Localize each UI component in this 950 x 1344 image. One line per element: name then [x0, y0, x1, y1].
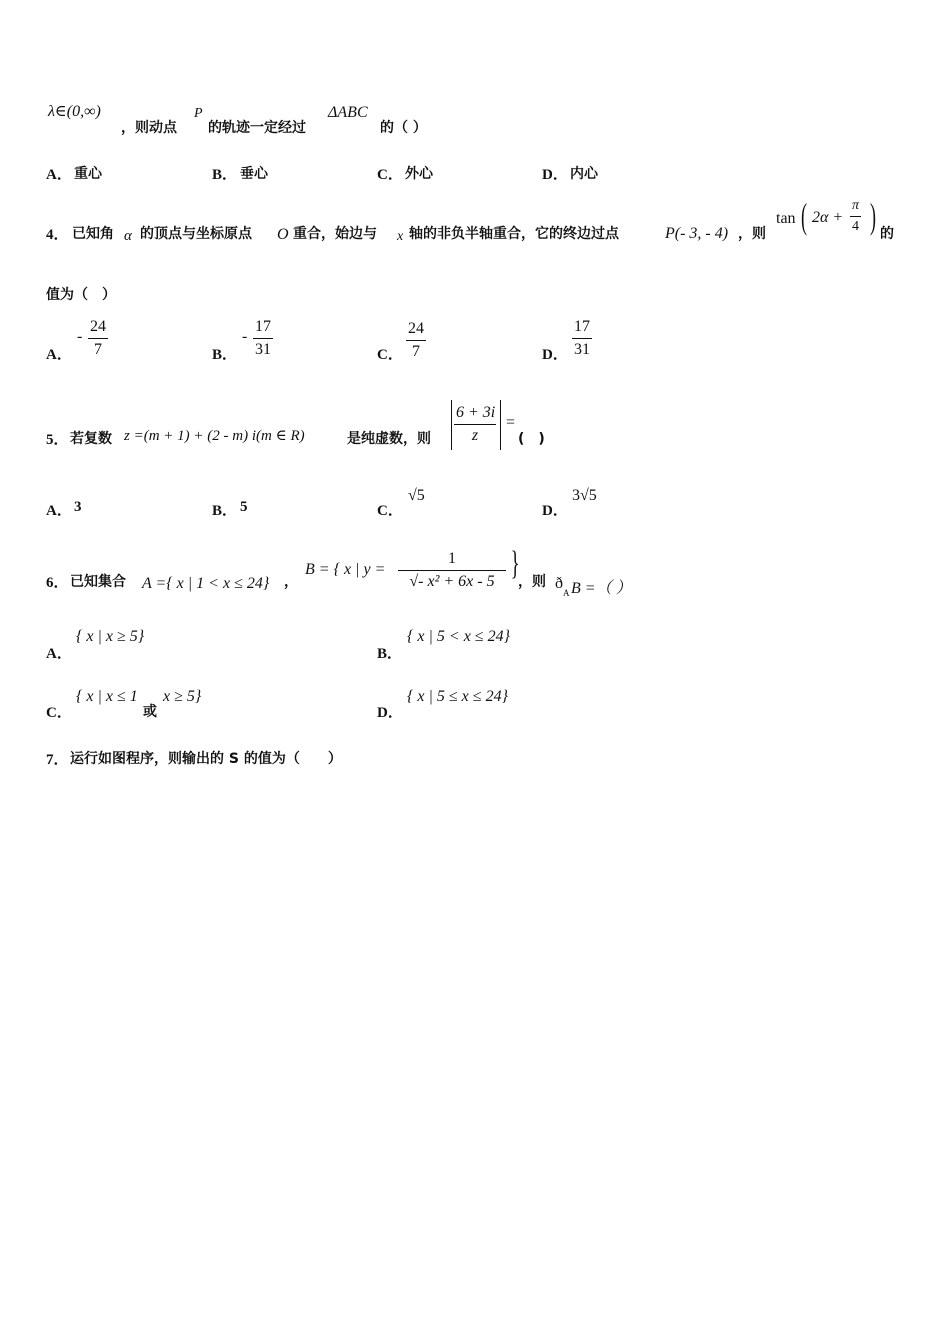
q5-option-b: 5 — [240, 499, 248, 515]
set-b-right: } — [510, 545, 520, 582]
q6-option-a-letter: A． — [46, 646, 72, 662]
point-p: P — [194, 106, 203, 121]
set-b-left: B = { x | y = — [305, 561, 386, 578]
q4-text-1: 已知角 — [72, 226, 114, 242]
q6-option-c-tail: x ≥ 5} — [163, 688, 202, 705]
q5-option-a: 3 — [74, 499, 82, 515]
q4-option-a-letter: A． — [46, 347, 72, 363]
q4-option-a-den: 7 — [94, 341, 102, 358]
q5-den: z — [471, 427, 479, 444]
q3-option-c-letter: C． — [377, 167, 403, 183]
q4-option-b-den: 31 — [255, 341, 271, 358]
q3-text-3: 的（ ） — [380, 120, 427, 136]
q6-text-1: 已知集合 — [70, 574, 126, 590]
q5-text-2: 是纯虚数，则 — [347, 431, 431, 447]
x-var: x — [397, 229, 404, 244]
q6-text-2: ，则 — [518, 574, 546, 590]
q3-option-d: 内心 — [570, 166, 598, 182]
complement-sub: A — [563, 588, 570, 598]
q4-option-d-den: 31 — [574, 341, 590, 358]
q4-text-6: 的 — [880, 226, 894, 242]
q4-option-b-num: 17 — [253, 316, 273, 339]
q6-number: 6． — [46, 575, 69, 591]
q6-option-c-or: 或 — [143, 704, 157, 720]
q4-option-d-num: 17 — [572, 316, 592, 339]
q6-option-c: { x | x ≤ 1 — [76, 688, 138, 705]
complex-z-expr: z =(m + 1) + (2 - m) i(m ∈ R) — [124, 428, 305, 444]
q4-option-c-num: 24 — [406, 318, 426, 341]
q5-text-3: ( ) — [518, 431, 545, 447]
q3-option-b: 垂心 — [240, 166, 268, 182]
set-b-den: √- x² + 6x - 5 — [409, 573, 495, 590]
pi-num: π — [850, 196, 861, 217]
q3-option-a: 重心 — [74, 166, 102, 182]
q3-text-2: 的轨迹一定经过 — [208, 120, 306, 136]
q6-option-b-letter: B． — [377, 646, 403, 662]
complement-symbol: ð — [555, 575, 563, 592]
q6-text-3: B =（ ） — [571, 580, 632, 597]
q4-option-c-den: 7 — [412, 343, 420, 360]
q5-text-1: 若复数 — [70, 431, 112, 447]
left-paren: ( — [801, 196, 807, 236]
q4-option-d-letter: D． — [542, 347, 568, 363]
pi-over-4 — [850, 196, 861, 237]
q4-option-a-num: 24 — [88, 316, 108, 339]
q4-option-b-letter: B． — [212, 347, 238, 363]
q4-number: 4． — [46, 227, 69, 243]
q4-option-c-frac — [406, 318, 426, 363]
set-b-num: 1 — [398, 548, 506, 571]
q4-option-a-frac — [88, 316, 108, 361]
q6-option-d: { x | 5 ≤ x ≤ 24} — [407, 688, 508, 705]
q3-option-c: 外心 — [405, 166, 433, 182]
q5-option-d-letter: D． — [542, 503, 568, 519]
q4-option-a-sign: - — [77, 328, 83, 345]
q5-option-b-letter: B． — [212, 503, 238, 519]
q7-number: 7． — [46, 752, 69, 768]
right-paren: ) — [870, 196, 876, 236]
q3-option-a-letter: A． — [46, 167, 72, 183]
q4-option-d-frac — [572, 316, 592, 361]
alpha: α — [124, 228, 132, 244]
q5-number: 5． — [46, 432, 69, 448]
q6-option-c-letter: C． — [46, 705, 72, 721]
q5-option-a-letter: A． — [46, 503, 72, 519]
tan-inner: 2α + — [812, 209, 844, 226]
set-a: A ={ x | 1 < x ≤ 24} — [142, 575, 270, 592]
q5-option-c-letter: C． — [377, 503, 403, 519]
q6-option-a: { x | x ≥ 5} — [76, 628, 145, 645]
q6-comma: ， — [284, 574, 298, 590]
q5-num: 6 + 3i — [454, 402, 496, 425]
q5-option-d: 3√5 — [572, 487, 597, 504]
q6-option-b: { x | 5 < x ≤ 24} — [407, 628, 510, 645]
q3-text-1: ，则动点 — [121, 120, 177, 136]
q4-option-c-letter: C． — [377, 347, 403, 363]
q4-text-5: ，则 — [738, 226, 766, 242]
q4-option-b-frac — [253, 316, 273, 361]
triangle-abc: ΔABC — [328, 104, 368, 121]
set-b-fraction — [398, 548, 506, 593]
q4-text-3: 重合，始边与 — [293, 226, 377, 242]
q4-text-4: 轴的非负半轴重合，它的终边过点 — [409, 226, 619, 242]
q5-equals: = — [506, 414, 516, 431]
q3-option-d-letter: D． — [542, 167, 568, 183]
q4-text-2: 的顶点与坐标原点 — [140, 226, 252, 242]
q6-option-d-letter: D． — [377, 705, 403, 721]
four-den: 4 — [852, 219, 859, 234]
point-p-coords: P(- 3, - 4) — [665, 225, 729, 242]
q4-option-b-sign: - — [242, 328, 248, 345]
q5-fraction — [454, 402, 496, 447]
tan-fn: tan — [776, 210, 796, 227]
q3-option-b-letter: B． — [212, 167, 238, 183]
q5-option-c: √5 — [408, 487, 425, 504]
q4-text-7: 值为（ ） — [46, 287, 116, 303]
lambda-condition: λ∈(0,∞) — [48, 103, 101, 120]
origin-o: O — [277, 226, 289, 243]
q7-text: 运行如图程序，则输出的 S 的值为（ ） — [70, 751, 342, 767]
